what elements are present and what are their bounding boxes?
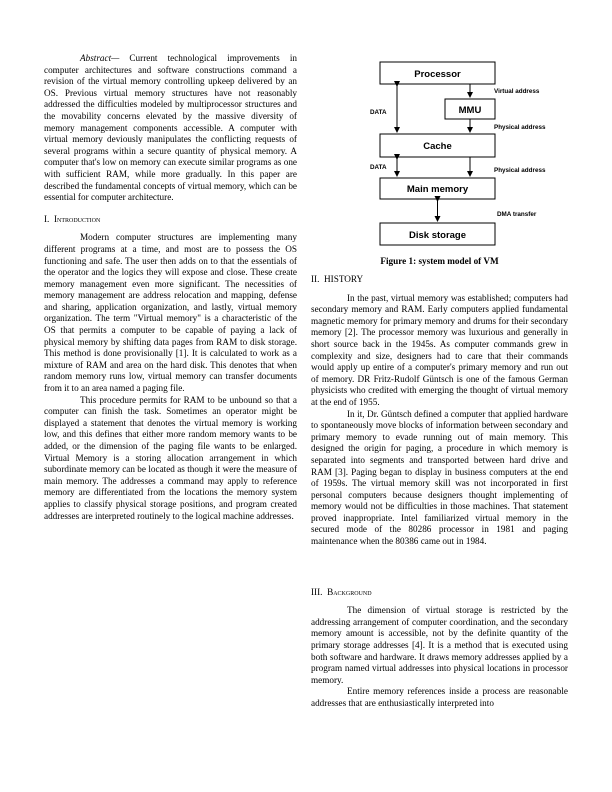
left-column: [44, 53, 297, 522]
right-column: [311, 274, 568, 710]
abstract-text: Current technological improvements in computer architectures and software constructions command a revision of the virtual memory controlling upkeep delivered by an OS. Previous virtual memory structures have not reasonably addressed the difficulties modeled by multiprocessor structures and the movability concerns elevated by the massive diversity of memory management components accessible. A computer with virtual memory deviously manipulates the conflicting requests of several programs within a secure quantity of physical memory. A computer that's low on memory can execute similar programs as one with sufficient RAM, while more gradually. In this paper are described the fundamental concepts of virtual memory, which can be essential for computer architecture.: [44, 53, 297, 203]
disk-storage-label: Disk storage: [408, 230, 467, 241]
section-heading-background: [311, 587, 568, 599]
abstract-label: Abstract—: [80, 53, 120, 63]
background-paragraph-2: Entire memory references inside a process are reasonable addresses that are enthusiastically interpreted into: [311, 686, 568, 708]
vm-system-diagram: [362, 52, 562, 270]
section-number: II.: [311, 274, 320, 284]
intro-paragraph-2: This procedure permits for RAM to be unbound so that a computer can finish the task. Sometimes an operator might be displayed a statement that denotes the virtual memory is working low, and this defines that either more random memory wants to be added, or the dimension of the paging file wants to be enlarged. Virtual Memory is a storing allocation arrangement in which subordinate memory can be located as though it were the measure of main memory. The addresses a command may apply to reference memory are differentiated from the locations the memory system applies to classify physical storage positions, and program created addresses are interpreted routinely to the logical machine addresses.: [44, 394, 297, 521]
virtual-address-label: Virtual address: [494, 88, 540, 95]
dma-transfer-label: DMA transfer: [497, 211, 537, 218]
cache-label: Cache: [423, 141, 452, 152]
figure-caption: Figure 1: system model of VM: [380, 256, 499, 266]
main-memory-label: Main memory: [406, 184, 469, 195]
section-heading-introduction: [44, 214, 297, 226]
history-paragraph-2: In it, Dr. Güntsch defined a computer that applied hardware to spontaneously move blocks of information between secondary and primary memory to evade running out of main memory. This designed the origin for paging, a procedure in which memory is separated into segments and transported between hard drive and RAM [3]. Paging began to display in business computers at the end of 1959s. The virtual memory skill was not incorporated in first personal computers because designers thought implementing of memory would not be difficulties in those machines. That statement proved inappropriate. Intel familiarized virtual memory in the secured mode of the 80286 processor in 1981 and paging maintenance when the 80386 came out in 1984.: [311, 408, 568, 547]
section-title: Background: [327, 586, 372, 597]
abstract: [44, 53, 297, 204]
data-label-2: DATA: [370, 164, 387, 171]
data-label-1: DATA: [370, 109, 387, 116]
processor-label: Processor: [414, 69, 461, 80]
mmu-label: MMU: [458, 105, 482, 116]
section-title: Introduction: [53, 213, 101, 224]
history-paragraph-1: In the past, virtual memory was established; computers had secondary memory and RAM. Early computers applied fundamental magnetic memory for primary memory and drums for their secondary memory [2]. The processor memory was luxurious and generally in short source back in the 1945s. As computer commands grew in complexity and size, designers had to care that their commands would apply up entire of a computer's primary memory and run out of memory. DR Fritz-Rudolf Güntsch is one of the famous German physicists who credited with emerging the thought of virtual memory at the end of 1955.: [311, 292, 568, 407]
section-number: III.: [311, 586, 323, 597]
physical-address-label-1: Physical address: [494, 124, 546, 131]
section-number: I.: [44, 213, 50, 224]
background-paragraph-1: The dimension of virtual storage is restricted by the addressing arrangement of computer coordination, and the secondary memory amount is accessible, not by the definite quantity of the primary storage addresses [4]. It is a method that is executed using both software and hardware. It draws memory addresses applied by a program named virtual addresses into physical locations in processor memory.: [311, 605, 568, 685]
section-title: HISTORY: [324, 274, 364, 284]
physical-address-label-2: Physical address: [494, 167, 546, 174]
section-heading-history: [311, 274, 568, 286]
intro-paragraph-1: Modern computer structures are implementing many different programs at a time, and most are to possess the OS functioning and safe. The user then adds on to that the essentials of the operator and the logics they will expose and close. These create memory management even more significant. The necessities of memory management are address relocation and mapping, defense and sharing, application organization, and lastly, virtual memory organization. The term "Virtual memory" is a characteristic of the OS that permits a computer to be capable of paying a lack of physical memory by shifting data pages from RAM to disk storage. This method is done provisionally [1]. It is calculated to work as a mixture of RAM and area on the hard disk. This denotes that when random memory runs low, virtual memory can transfer documents from it to an area named a paging file.: [44, 232, 297, 394]
